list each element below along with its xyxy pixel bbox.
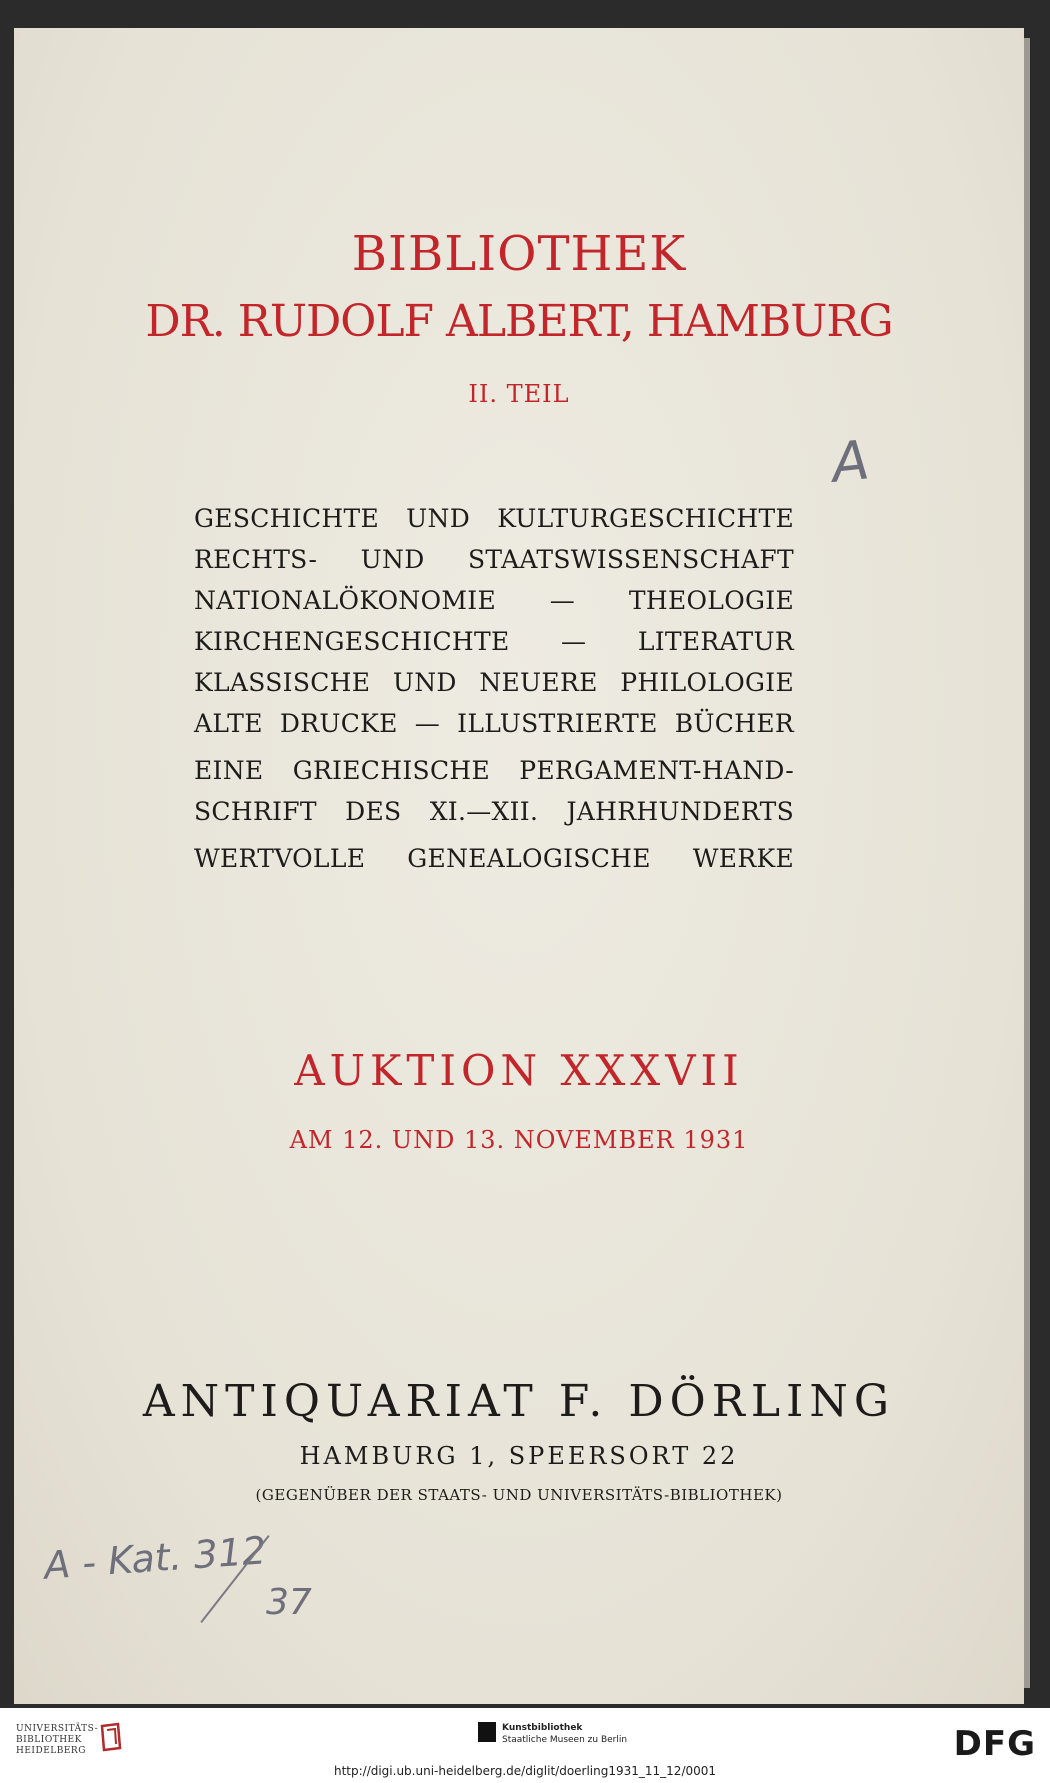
university-library-logo[interactable] <box>16 1724 98 1757</box>
address-note: (GEGENÜBER DER STAATS- UND UNIVERSITÄTS-BIBLIOTHEK) <box>255 1486 783 1504</box>
auction-number: AUKTION XXXVII <box>294 1046 744 1095</box>
library-owner: DR. RUDOLF ALBERT, HAMBURG <box>145 296 893 347</box>
subject-line: KIRCHENGESCHICHTE — LITERATUR <box>194 627 794 656</box>
kunstbibliothek-name: Kunstbibliothek <box>502 1723 583 1733</box>
kunstbibliothek-square-icon <box>478 1722 496 1742</box>
catalog-page <box>14 28 1024 1704</box>
university-logo-line: UNIVERSITÄTS- <box>16 1724 99 1734</box>
university-emblem-icon <box>98 1722 124 1752</box>
subject-line: SCHRIFT DES XI.—XII. JAHRHUNDERTS <box>194 797 794 826</box>
kunstbibliothek-subtitle: Staatliche Museen zu Berlin <box>502 1735 628 1745</box>
kunstbibliothek-logo[interactable] <box>478 1722 627 1746</box>
pencil-number: 37 <box>266 1582 312 1623</box>
subject-list <box>194 498 794 879</box>
dealer-address: HAMBURG 1, SPEERSORT 22 <box>299 1442 739 1470</box>
part-number: II. TEIL <box>468 380 570 408</box>
subject-line: NATIONALÖKONOMIE — THEOLOGIE <box>194 586 794 615</box>
university-logo-line: HEIDELBERG <box>16 1746 86 1756</box>
subject-line: ALTE DRUCKE — ILLUSTRIERTE BÜCHER <box>194 709 794 738</box>
library-title: BIBLIOTHEK <box>351 226 687 282</box>
pencil-mark: A <box>828 428 873 495</box>
dealer-name: ANTIQUARIAT F. DÖRLING <box>142 1376 896 1427</box>
viewer-footer <box>0 1708 1050 1783</box>
permalink-url[interactable]: http://digi.ub.uni-heidelberg.de/diglit/doerling1931_11_12/0001 <box>333 1764 717 1778</box>
dfg-logo[interactable]: DFG <box>953 1724 1036 1764</box>
subject-line: RECHTS- UND STAATSWISSENSCHAFT <box>194 545 794 574</box>
page-edge <box>1024 38 1030 1688</box>
auction-date: AM 12. UND 13. NOVEMBER 1931 <box>289 1126 749 1154</box>
subject-line: EINE GRIECHISCHE PERGAMENT-HAND- <box>194 756 794 785</box>
subject-line: WERTVOLLE GENEALOGISCHE WERKE <box>194 844 794 873</box>
university-logo-line: BIBLIOTHEK <box>16 1735 82 1745</box>
subject-line: GESCHICHTE UND KULTURGESCHICHTE <box>194 504 794 533</box>
subject-line: KLASSISCHE UND NEUERE PHILOLOGIE <box>194 668 794 697</box>
pencil-shelfmark: A - Kat. 312 <box>42 1528 268 1588</box>
